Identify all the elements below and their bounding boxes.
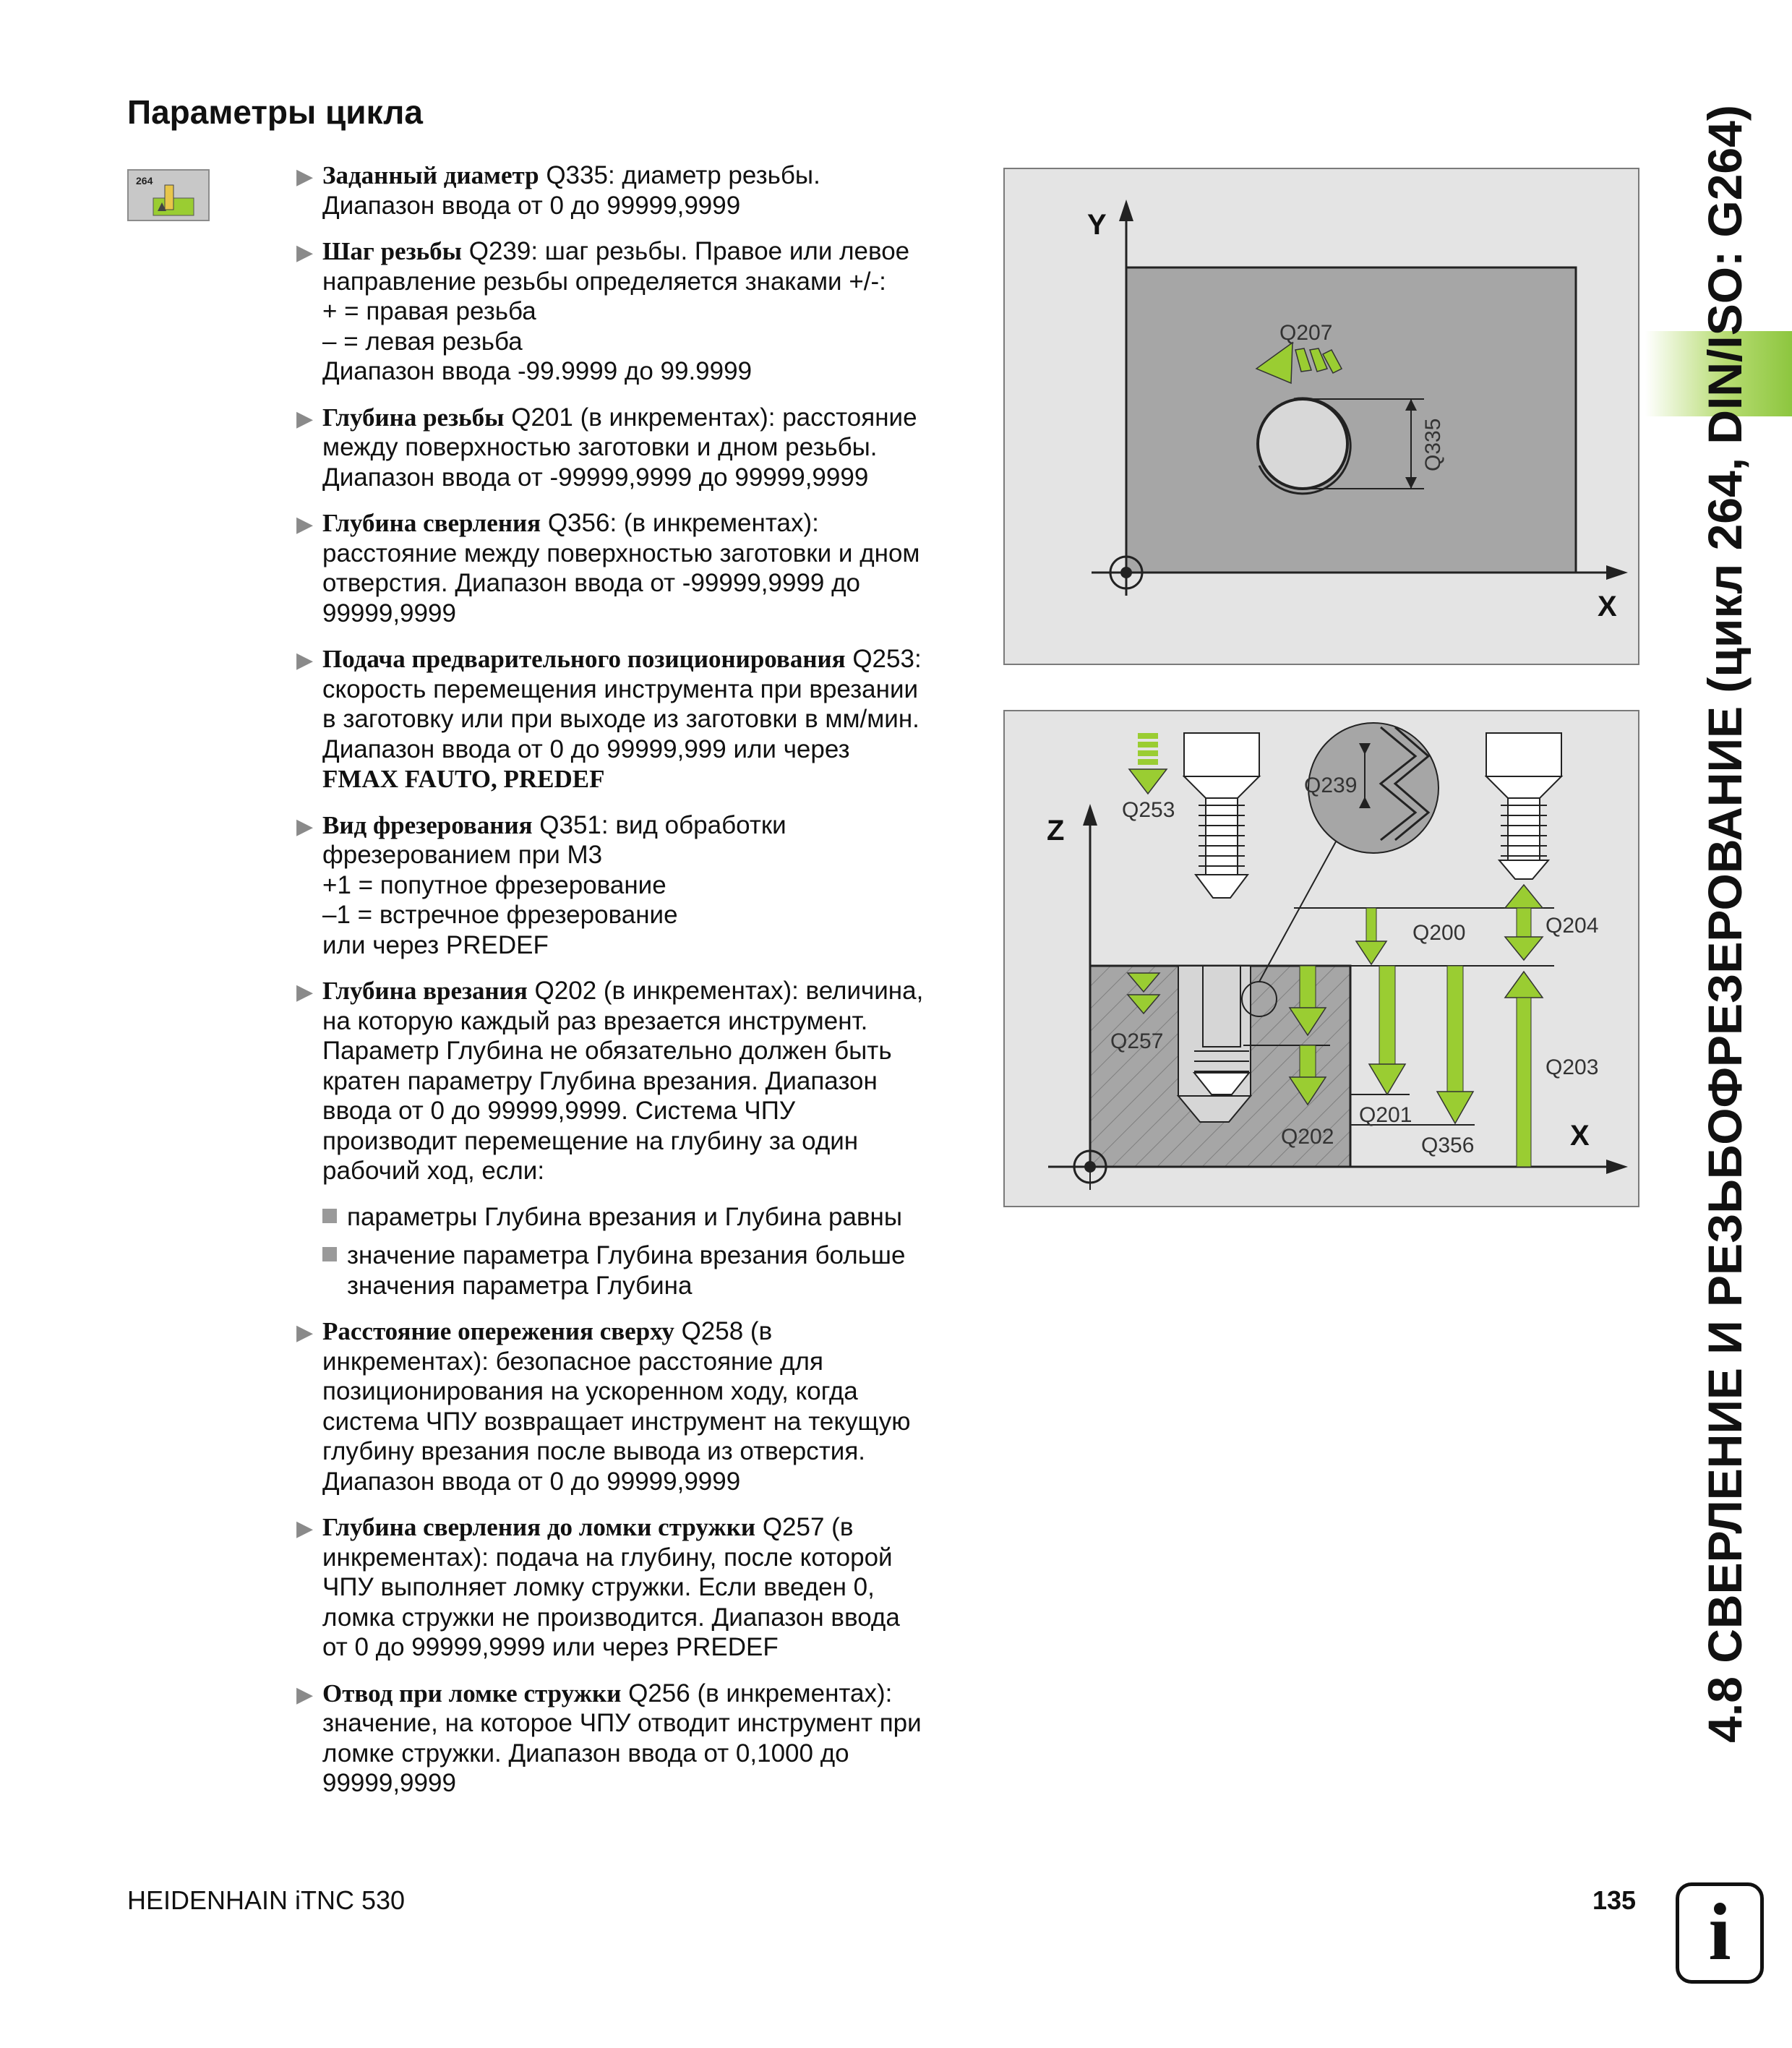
param-text: Диапазон ввода от 0 до 99999,999 или через — [322, 734, 850, 763]
x-axis-label: X — [1598, 591, 1617, 622]
param-q356 — [296, 508, 961, 628]
page-title: Параметры цикла — [127, 93, 423, 131]
chapter-title: 4.8 СВЕРЛЕНИЕ И РЕЗЬБОФРЕЗЕРОВАНИЕ (цикл 264, DIN/ISO: G264) — [1698, 105, 1752, 1743]
param-text: Q258 (в — [681, 1317, 773, 1345]
q253-feed-arrow-icon — [1129, 733, 1167, 794]
param-text: глубину врезания после вывода из отверстия. — [322, 1437, 866, 1465]
square-bullet-icon — [322, 1247, 337, 1261]
x-axis-arrow-icon — [1606, 565, 1628, 580]
thread-mill-glyph — [129, 171, 208, 220]
param-text: система ЧПУ возвращает инструмент на текущую — [322, 1407, 911, 1436]
param-q202 — [296, 976, 961, 1186]
param-text: направление резьбы определяется знаками +/-: — [322, 267, 886, 296]
param-text: инкрементах): подача на глубину, после которой — [322, 1543, 893, 1572]
q356-arrow-icon — [1437, 966, 1473, 1123]
tool-left — [1184, 733, 1259, 898]
bullet-arrow-icon: ▶ — [296, 814, 314, 839]
list-item-text: параметры Глубина врезания и Глубина равны — [347, 1202, 903, 1231]
chapter-sidebar — [1689, 93, 1761, 1755]
param-name: Подача предварительного позиционирования — [322, 645, 846, 673]
param-text: инкрементах): безопасное расстояние для — [322, 1347, 823, 1376]
param-text: значение, на которое ЧПУ отводит инструмент при — [322, 1709, 922, 1737]
param-text: производит перемещение на глубину за один — [322, 1126, 859, 1155]
param-text: между поверхностью заготовки и дном резьбы. — [322, 433, 878, 461]
param-text: Диапазон ввода от 0 до 99999,9999 — [322, 1467, 741, 1496]
footer-product: HEIDENHAIN iTNC 530 — [127, 1885, 406, 1915]
param-text: Q356: (в инкрементах): — [547, 509, 819, 537]
xz-diagram — [1005, 711, 1641, 1209]
q203-label: Q203 — [1546, 1055, 1599, 1079]
x-axis-label: X — [1570, 1120, 1590, 1152]
param-q258 — [296, 1316, 961, 1496]
bullet-arrow-icon: ▶ — [296, 513, 314, 536]
q204-arrow-icon — [1505, 885, 1543, 960]
param-text: 99999,9999 — [322, 1769, 456, 1797]
q200-arrow-icon — [1356, 908, 1386, 964]
param-text: Q201 (в инкрементах): расстояние — [511, 403, 917, 432]
bullet-arrow-icon: ▶ — [296, 1517, 314, 1541]
param-text: Параметр Глубина не обязательно должен быть — [322, 1037, 892, 1065]
q207-label: Q207 — [1279, 321, 1333, 345]
q257-label: Q257 — [1110, 1029, 1164, 1053]
list-item — [322, 1202, 961, 1233]
param-text: + = правая резьба — [322, 297, 536, 325]
param-name: Глубина врезания — [322, 977, 528, 1005]
param-text: Диапазон ввода -99.9999 до 99.9999 — [322, 357, 753, 385]
y-axis-label: Y — [1087, 209, 1107, 241]
list-item — [322, 1241, 961, 1301]
param-text: Q253: — [852, 645, 922, 673]
param-name: Глубина резьбы — [322, 403, 505, 432]
tool-right — [1486, 733, 1561, 879]
list-item-text: значение параметра Глубина врезания больше — [347, 1241, 906, 1269]
param-q351 — [296, 810, 961, 961]
x-axis-arrow-icon — [1606, 1160, 1628, 1174]
param-text: позиционирования на ускоренном ходу, когда — [322, 1377, 858, 1405]
param-q253 — [296, 644, 961, 794]
hole-circle — [1258, 399, 1347, 489]
param-text: ЧПУ выполняет ломку стружки. Если введен 0, — [322, 1573, 875, 1601]
q204-label: Q204 — [1546, 914, 1599, 938]
z-axis-arrow-icon — [1083, 804, 1097, 826]
cycle-number: 264 — [136, 175, 153, 187]
param-text: Диапазон ввода от -99999,9999 до 99999,9999 — [322, 463, 869, 492]
cycle-264-softkey-icon — [127, 169, 210, 221]
param-text: Q239: шаг резьбы. Правое или левое — [468, 237, 910, 265]
param-name: Заданный диаметр — [322, 161, 539, 189]
bullet-arrow-icon: ▶ — [296, 980, 314, 1004]
param-text: кратен параметру Глубина врезания. Диапазон — [322, 1066, 878, 1095]
param-text: Q335: диаметр резьбы. — [546, 161, 820, 189]
figure-xz-plane — [1003, 710, 1639, 1207]
q253-label: Q253 — [1122, 798, 1175, 822]
tool-in-bore — [1194, 966, 1249, 1094]
q239-label: Q239 — [1304, 774, 1358, 797]
param-text: FMAX FAUTO, PREDEF — [322, 765, 605, 793]
z-axis-label: Z — [1047, 815, 1065, 847]
bullet-arrow-icon: ▶ — [296, 406, 314, 431]
bullet-arrow-icon: ▶ — [296, 648, 314, 672]
param-name: Глубина сверления — [322, 509, 541, 537]
y-axis-arrow-icon — [1119, 200, 1133, 221]
param-text: рабочий ход, если: — [322, 1157, 545, 1185]
param-text: Q202 (в инкрементах): величина, — [534, 977, 924, 1005]
param-text: ввода от 0 до 99999,9999. Система ЧПУ — [322, 1097, 796, 1125]
bullet-arrow-icon: ▶ — [296, 1682, 314, 1707]
param-text: +1 = попутное фрезерование — [322, 870, 666, 899]
param-text: от 0 до 99999,9999 или через PREDEF — [322, 1633, 779, 1661]
param-q239 — [296, 236, 961, 387]
q200-label: Q200 — [1412, 921, 1466, 945]
param-text: скорость перемещения инструмента при врезании — [322, 674, 919, 703]
bullet-arrow-icon: ▶ — [296, 165, 314, 189]
param-text: ломке стружки. Диапазон ввода от 0,1000 до — [322, 1739, 849, 1768]
param-q201 — [296, 403, 961, 493]
param-text: на которую каждый раз врезается инструмент. — [322, 1006, 868, 1035]
bullet-arrow-icon: ▶ — [296, 1321, 314, 1345]
parameter-list — [296, 160, 961, 1815]
info-icon: i — [1676, 1882, 1764, 1984]
param-q335 — [296, 160, 961, 220]
page-number: 135 — [1592, 1885, 1637, 1915]
param-text: Q256 (в инкрементах): — [628, 1679, 893, 1708]
param-name: Шаг резьбы — [322, 237, 462, 265]
param-q257 — [296, 1512, 961, 1663]
param-text: в заготовку или при выходе из заготовки в мм/мин. — [322, 705, 919, 733]
list-item-text: значения параметра Глубина — [347, 1271, 693, 1300]
param-name: Расстояние опережения сверху — [322, 1317, 674, 1345]
param-text: расстояние между поверхностью заготовки и дном — [322, 539, 920, 567]
q335-label: Q335 — [1421, 418, 1445, 471]
param-name: Глубина сверления до ломки стружки — [322, 1513, 756, 1541]
param-text: фрезерованием при M3 — [322, 841, 603, 869]
q356-label: Q356 — [1421, 1134, 1475, 1157]
param-text: 99999,9999 — [322, 599, 456, 627]
param-text: или через PREDEF — [322, 930, 549, 959]
q201-label: Q201 — [1359, 1103, 1412, 1127]
param-name: Отвод при ломке стружки — [322, 1679, 622, 1708]
param-text: –1 = встречное фрезерование — [322, 901, 678, 929]
square-bullet-icon — [322, 1209, 337, 1223]
param-name: Вид фрезерования — [322, 810, 533, 839]
figure-xy-plane — [1003, 168, 1639, 665]
param-text: Диапазон ввода от 0 до 99999,9999 — [322, 191, 741, 220]
q201-arrow-icon — [1369, 966, 1405, 1094]
param-text: отверстия. Диапазон ввода от -99999,9999 до — [322, 569, 860, 597]
param-q256 — [296, 1679, 961, 1799]
xy-diagram — [1005, 169, 1641, 667]
param-text: Q351: вид обработки — [539, 810, 786, 839]
q202-label: Q202 — [1281, 1125, 1334, 1149]
bullet-arrow-icon: ▶ — [296, 241, 314, 265]
condition-list — [322, 1202, 961, 1301]
workpiece-rect — [1126, 267, 1576, 573]
param-text: Q257 (в — [762, 1513, 854, 1541]
param-text: ломка стружки не производится. Диапазон ввода — [322, 1603, 900, 1632]
param-text: – = левая резьба — [322, 327, 523, 356]
q203-arrow-icon — [1505, 972, 1543, 1167]
